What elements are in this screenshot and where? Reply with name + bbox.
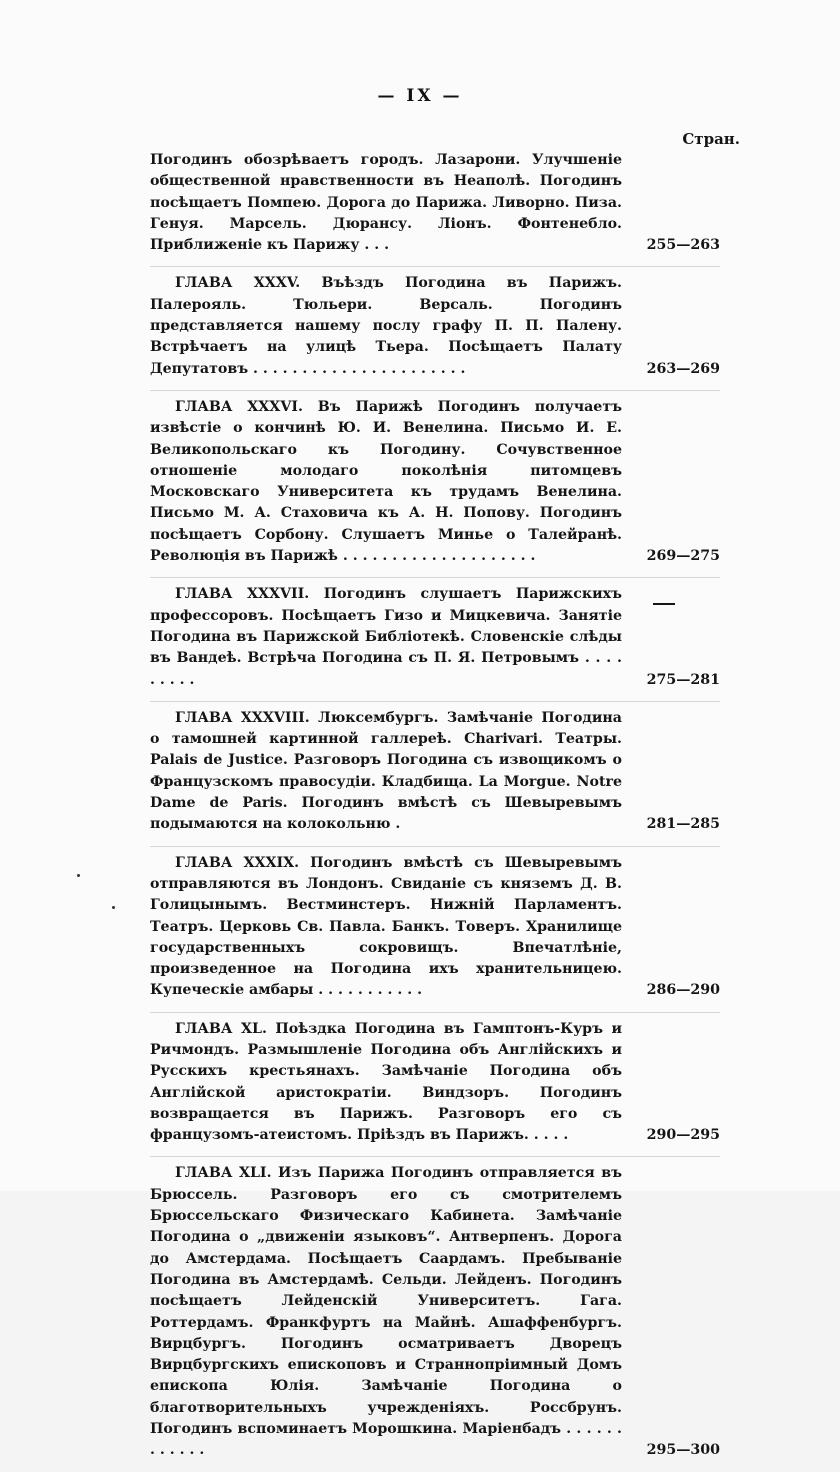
print-speck	[112, 906, 115, 909]
toc-entry	[150, 390, 720, 567]
page-number: — IX —	[377, 86, 463, 106]
dash-mark	[653, 603, 675, 605]
toc-entry-pages: 290—295	[646, 1127, 720, 1144]
toc-entry-text: ГЛАВА XXXVI. Въ Парижѣ Погодинъ получаетъ извѣстіе о кончинѣ Ю. И. Венелина. Письмо И. Е. Великопольскаго къ Погодину. Сочувственное отношеніе молодаго поколѣнія питомцевъ Московскаго Университета къ трудамъ Венелина. Письмо М. А. Стаховича къ А. Н. Попову. Погодинъ посѣщаетъ Сорбону. Слушаетъ Минье о Талейранѣ. Революція въ Парижѣ . . . . . . . . . . . . . . . . . . . .	[150, 398, 622, 565]
toc-entry-pages: 295—300	[646, 1442, 720, 1459]
toc-entry-pages: 263—269	[646, 360, 720, 377]
toc-entry	[150, 577, 720, 690]
toc-entry-pages: 269—275	[646, 548, 720, 565]
toc-entry	[150, 1012, 720, 1147]
toc-entry-text: ГЛАВА XXXV. Въѣздъ Погодина въ Парижъ. Палерояль. Тюльери. Версаль. Погодинъ представляется нашему послу графу П. П. Палену. Встрѣчаетъ на улицѣ Тьера. Посѣщаетъ Палату Депутатовъ . . . . . . . . . . . . . . . . . . . . . .	[150, 275, 622, 377]
toc-entry-text: ГЛАВА XXXIX. Погодинъ вмѣстѣ съ Шевыревымъ отправляются въ Лондонъ. Свиданіе съ княземъ Д. В. Голицынымъ. Вестминстеръ. Нижній Парламентъ. Театръ. Церковь Св. Павла. Банкъ. Товеръ. Хранилище государственныхъ сокровищъ. Впечатлѣніе, произведенное на Погодина ихъ хранительницею. Купеческіе амбары . . . . . . . . . . .	[150, 854, 622, 999]
toc-entry-text: Погодинъ обозрѣваетъ городъ. Лазарони. Улучшеніе общественной нравственности въ Неаполѣ. Погодинъ посѣщаетъ Помпею. Дорога до Парижа. Ливорно. Пиза. Генуя. Марсель. Дюрансу. Ліонъ. Фонтенебло. Приближеніе къ Парижу . . .	[150, 152, 622, 254]
toc-entry	[150, 846, 720, 1002]
toc-entry-text: ГЛАВА XLI. Изъ Парижа Погодинъ отправляется въ Брюссель. Разговоръ его съ смотрителемъ Брюссельскаго Физическаго Кабинета. Замѣчаніе Погодина о „движеніи языковъ“. Антверпенъ. Дорога до Амстердама. Посѣщаетъ Саардамъ. Пребываніе Погодина въ Амстердамѣ. Сельди. Лейденъ. Погодинъ посѣщаетъ Лейденскій Университетъ. Гага. Роттердамъ. Франкфуртъ на Майнѣ. Ашаффенбургъ. Вирцбургъ. Погодинъ осматриваетъ Дворецъ Вирцбургскихъ епископовъ и Страннопріимный Домъ епископа Юлія. Замѣчаніе Погодина о благотворительныхъ учрежденіяхъ. Россбрунъ. Погодинъ вспоминаетъ Морошкина. Маріенбадъ . . . . . . . . . . . .	[150, 1165, 622, 1459]
toc-entry-pages: 275—281	[646, 671, 720, 688]
toc-entry	[150, 266, 720, 379]
print-speck	[77, 874, 80, 877]
toc-entry-text: ГЛАВА XL. Поѣздка Погодина въ Гамптонъ-Куръ и Ричмондъ. Размышленіе Погодина объ Англійскихъ и Русскихъ крестьянахъ. Замѣчаніе Погодина объ Англійской аристократіи. Виндзоръ. Погодинъ возвращается въ Парижъ. Разговоръ его съ французомъ-атеистомъ. Пріѣздъ въ Парижъ. . . . .	[150, 1020, 622, 1144]
toc-entry-text: ГЛАВА XXXVII. Погодинъ слушаетъ Парижскихъ профессоровъ. Посѣщаетъ Гизо и Мицкевича. Занятіе Погодина въ Парижской Библіотекѣ. Словенскіе слѣды въ Вандеѣ. Встрѣча Погодина съ П. Я. Петровымъ . . . . . . . . .	[150, 586, 622, 688]
toc-entry-pages: 255—263	[646, 237, 720, 254]
toc-entry	[150, 1156, 720, 1461]
toc-entry	[150, 150, 720, 256]
pages-column-label: Стран.	[682, 130, 740, 148]
toc-entry-pages: 281—285	[646, 816, 720, 833]
toc-entry-pages: 286—290	[646, 982, 720, 999]
toc-entry-text: ГЛАВА XXXVIII. Люксембургъ. Замѣчаніе Погодина о тамошней картинной галлереѣ. Charivari. Театры. Palais de Justice. Разговоръ Погодина съ извощикомъ о Французскомъ правосудіи. Кладбища. La Morgue. Notre Dame de Paris. Погодинъ вмѣстѣ съ Шевыревымъ подымаются на колокольню .	[150, 709, 622, 833]
toc-entry	[150, 701, 720, 836]
table-of-contents	[150, 150, 720, 1472]
